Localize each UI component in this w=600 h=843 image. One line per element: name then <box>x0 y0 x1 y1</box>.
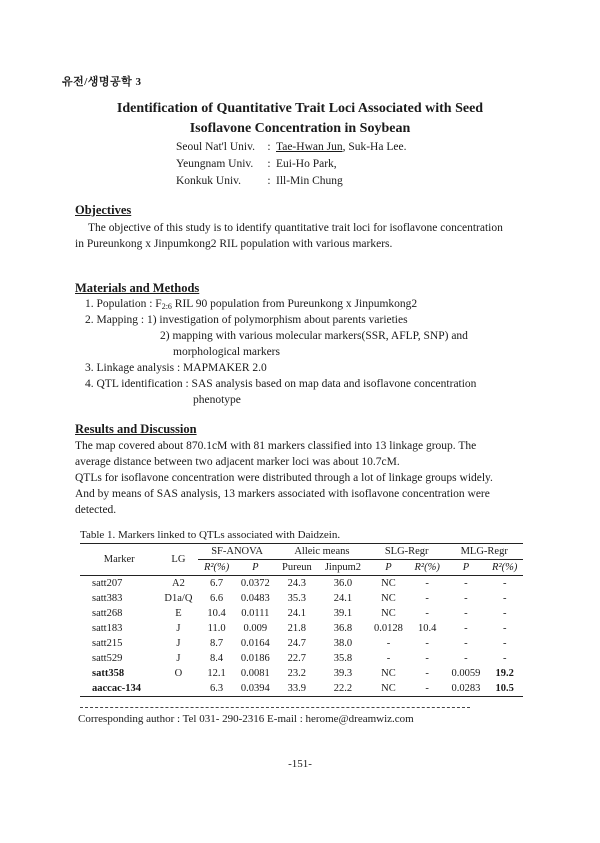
col-lg: LG <box>158 544 198 576</box>
cell-p: 0.0111 <box>241 608 270 619</box>
methods-heading: Materials and Methods <box>75 281 200 295</box>
col-slg-r2 <box>409 560 446 576</box>
section-label: 유전/생명공학 3 <box>62 76 142 88</box>
cell-mlg-r2: 10.5 <box>486 681 523 697</box>
cell-slg-p: NC <box>381 578 396 589</box>
cell-r2: 11.0 <box>207 623 226 634</box>
corresponding-author: Corresponding author : Tel 031- 290-2316 E-mail : herome@dreamwiz.com <box>78 713 414 725</box>
cell-jinpum: 36.0 <box>333 578 353 589</box>
affiliation: Seoul Nat'l Univ. <box>176 141 255 153</box>
cell-p: 0.009 <box>243 623 268 634</box>
cell-p: 0.0081 <box>240 668 270 679</box>
cell-r2: 8.7 <box>210 638 224 649</box>
cell-r2: 12.1 <box>207 668 226 679</box>
table-row <box>80 681 523 697</box>
objectives-line-1: The objective of this study is to identify quantitative trait loci for isoflavone concentration <box>88 222 503 234</box>
cell-r2: 6.7 <box>210 578 224 589</box>
cell-marker: satt207 <box>92 578 123 589</box>
methods-item-3: 3. Linkage analysis : MAPMAKER 2.0 <box>85 362 267 374</box>
results-line-1: The map covered about 870.1cM with 81 markers classified into 13 linkage group. The <box>75 440 477 452</box>
affiliation: Konkuk Univ. <box>176 175 242 187</box>
cell-mlg-p: - <box>464 623 468 634</box>
methods-item-1-prefix: 1. Population : F <box>85 298 162 310</box>
cell-jinpum: 38.0 <box>333 638 353 649</box>
cell-lg: D1a/Q <box>164 593 193 604</box>
cell-marker: satt183 <box>92 623 123 634</box>
cell-lg: E <box>175 608 182 619</box>
cell-jinpum: 39.3 <box>333 668 353 679</box>
cell-jinpum: 24.1 <box>333 593 353 604</box>
author-names: , Suk-Ha Lee. <box>342 141 407 153</box>
cell-mlg-r2: - <box>502 653 507 664</box>
cell-slg-r2: - <box>425 578 429 589</box>
col-slg-p <box>368 560 409 576</box>
col-mlg-r2 <box>486 560 523 576</box>
cell-pureun: 33.9 <box>276 681 318 697</box>
footnote-divider <box>80 707 470 708</box>
cell-jinpum: 35.8 <box>333 653 353 664</box>
cell-slg-r2: - <box>425 638 429 649</box>
table-row <box>80 621 523 636</box>
author-names: Eui-Ho Park, <box>276 158 337 170</box>
cell-mlg-p: 0.0283 <box>445 681 486 697</box>
r2-label: R²(%) <box>203 562 230 573</box>
cell-slg-r2: 10.4 <box>417 623 437 634</box>
table-row <box>80 636 523 651</box>
methods-item-4b: phenotype <box>193 394 241 406</box>
cell-pureun: 23.2 <box>287 668 307 679</box>
methods-item-1-sub: 2:6 <box>161 302 172 311</box>
affiliation: Yeungnam Univ. <box>176 158 254 170</box>
cell-slg-p: NC <box>381 593 396 604</box>
cell-pureun: 24.1 <box>287 608 307 619</box>
col-slg-regr: SLG-Regr <box>368 544 445 560</box>
cell-p: 0.0186 <box>240 653 270 664</box>
cell-jinpum: 39.1 <box>333 608 353 619</box>
cell-slg-p: - <box>386 653 391 664</box>
cell-slg-p: NC <box>381 608 396 619</box>
cell-mlg-r2: - <box>502 578 507 589</box>
cell-lg <box>158 681 198 697</box>
cell-p: 0.0483 <box>240 593 270 604</box>
cell-marker: aaccac-134 <box>80 681 158 697</box>
col-allelic-means: Alleic means <box>276 544 368 560</box>
table-body <box>80 576 523 697</box>
cell-marker: satt529 <box>92 653 123 664</box>
cell-slg-r2: - <box>425 608 429 619</box>
cell-marker: satt268 <box>92 608 123 619</box>
methods-item-2a: 2. Mapping : 1) investigation of polymorphism about parents varieties <box>85 314 408 326</box>
cell-p: 0.0164 <box>240 638 270 649</box>
methods-item-2c: morphological markers <box>173 346 280 358</box>
results-line-5: detected. <box>75 504 117 516</box>
author-line-2 <box>176 158 337 170</box>
col-marker: Marker <box>80 544 158 576</box>
objectives-line-2: in Pureunkong x Jinpumkong2 RIL population with various markers. <box>75 238 393 250</box>
cell-pureun: 22.7 <box>287 653 307 664</box>
cell-r2: 10.4 <box>207 608 226 619</box>
paper-title-line-1: Identification of Quantitative Trait Loci Associated with Seed <box>116 101 484 116</box>
col-p <box>235 560 276 576</box>
r2-label: R²(%) <box>414 562 440 573</box>
table-row <box>80 666 523 681</box>
cell-mlg-p: - <box>464 608 468 619</box>
cell-slg-p: 0.0128 <box>374 623 403 634</box>
cell-jinpum: 36.8 <box>333 623 353 634</box>
methods-item-1 <box>85 298 417 311</box>
col-jinpum: Jinpum2 <box>318 560 368 576</box>
cell-mlg-r2: - <box>502 593 507 604</box>
cell-slg-r2: - <box>425 668 429 679</box>
methods-item-4a: 4. QTL identification : SAS analysis based on map data and isoflavone concentration <box>85 378 477 390</box>
page-number: -151- <box>288 758 312 770</box>
cell-slg-r2: - <box>425 653 429 664</box>
cell-r2: 6.3 <box>198 681 235 697</box>
cell-mlg-p: - <box>464 638 468 649</box>
cell-lg: A2 <box>172 578 185 589</box>
cell-r2: 8.4 <box>210 653 224 664</box>
cell-slg-p: NC <box>368 681 409 697</box>
methods-item-1-rest: RIL 90 population from Pureunkong x Jinpumkong2 <box>171 298 418 310</box>
paper-title-line-2: Isoflavone Concentration in Soybean <box>189 121 411 136</box>
table-row <box>80 576 523 592</box>
cell-mlg-r2: 19.2 <box>495 668 514 679</box>
cell-p: 0.0372 <box>240 578 270 589</box>
cell-mlg-r2: - <box>502 623 507 634</box>
author-line-1 <box>176 141 406 153</box>
col-r2 <box>198 560 235 576</box>
cell-r2: 6.6 <box>210 593 224 604</box>
col-mlg-p <box>445 560 486 576</box>
results-line-4: And by means of SAS analysis, 13 markers associated with isoflavone concentration were <box>75 488 490 500</box>
cell-pureun: 35.3 <box>287 593 307 604</box>
cell-jinpum: 22.2 <box>318 681 368 697</box>
cell-mlg-r2: - <box>502 608 507 619</box>
separator: : <box>267 158 271 170</box>
lead-author: Tae-Hwan Jun <box>276 141 343 153</box>
table-row <box>80 651 523 666</box>
cell-slg-p: NC <box>381 668 396 679</box>
objectives-heading: Objectives <box>75 203 132 217</box>
p-label: P <box>252 562 259 573</box>
cell-lg: O <box>174 668 183 679</box>
separator: : <box>267 141 271 153</box>
col-sf-anova: SF-ANOVA <box>198 544 275 560</box>
cell-mlg-p: 0.0059 <box>451 668 481 679</box>
cell-mlg-p: - <box>464 653 468 664</box>
markers-table <box>80 543 523 697</box>
table-caption: Table 1. Markers linked to QTLs associated with Daidzein. <box>80 529 341 541</box>
methods-item-2b: 2) mapping with various molecular markers(SSR, AFLP, SNP) and <box>160 330 468 342</box>
cell-marker: satt215 <box>92 638 123 649</box>
cell-marker: satt383 <box>92 593 123 604</box>
cell-lg: J <box>176 653 181 664</box>
r2-label: R²(%) <box>492 562 518 573</box>
cell-slg-r2: - <box>425 593 429 604</box>
cell-pureun: 24.3 <box>287 578 307 589</box>
cell-mlg-p: - <box>464 593 468 604</box>
author-names: Ill-Min Chung <box>276 175 343 187</box>
cell-lg: J <box>176 638 181 649</box>
results-line-2: average distance between two adjacent marker loci was about 10.7cM. <box>75 456 400 468</box>
cell-mlg-r2: - <box>502 638 507 649</box>
table-row <box>80 606 523 621</box>
cell-pureun: 21.8 <box>287 623 307 634</box>
p-label: P <box>385 562 392 573</box>
cell-slg-p: - <box>386 638 391 649</box>
table-row <box>80 591 523 606</box>
results-line-3: QTLs for isoflavone concentration were distributed through a lot of linkage groups widely. <box>75 472 493 484</box>
col-pureun: Pureun <box>276 560 318 576</box>
cell-p: 0.0394 <box>235 681 276 697</box>
cell-marker: satt358 <box>92 668 125 679</box>
cell-mlg-p: - <box>464 578 468 589</box>
col-mlg-regr: MLG-Regr <box>445 544 523 560</box>
results-heading: Results and Discussion <box>75 422 197 436</box>
separator: : <box>267 175 271 187</box>
cell-slg-r2: - <box>409 681 446 697</box>
p-label: P <box>462 562 470 573</box>
author-line-3 <box>176 175 343 187</box>
cell-pureun: 24.7 <box>287 638 307 649</box>
cell-lg: J <box>176 623 181 634</box>
